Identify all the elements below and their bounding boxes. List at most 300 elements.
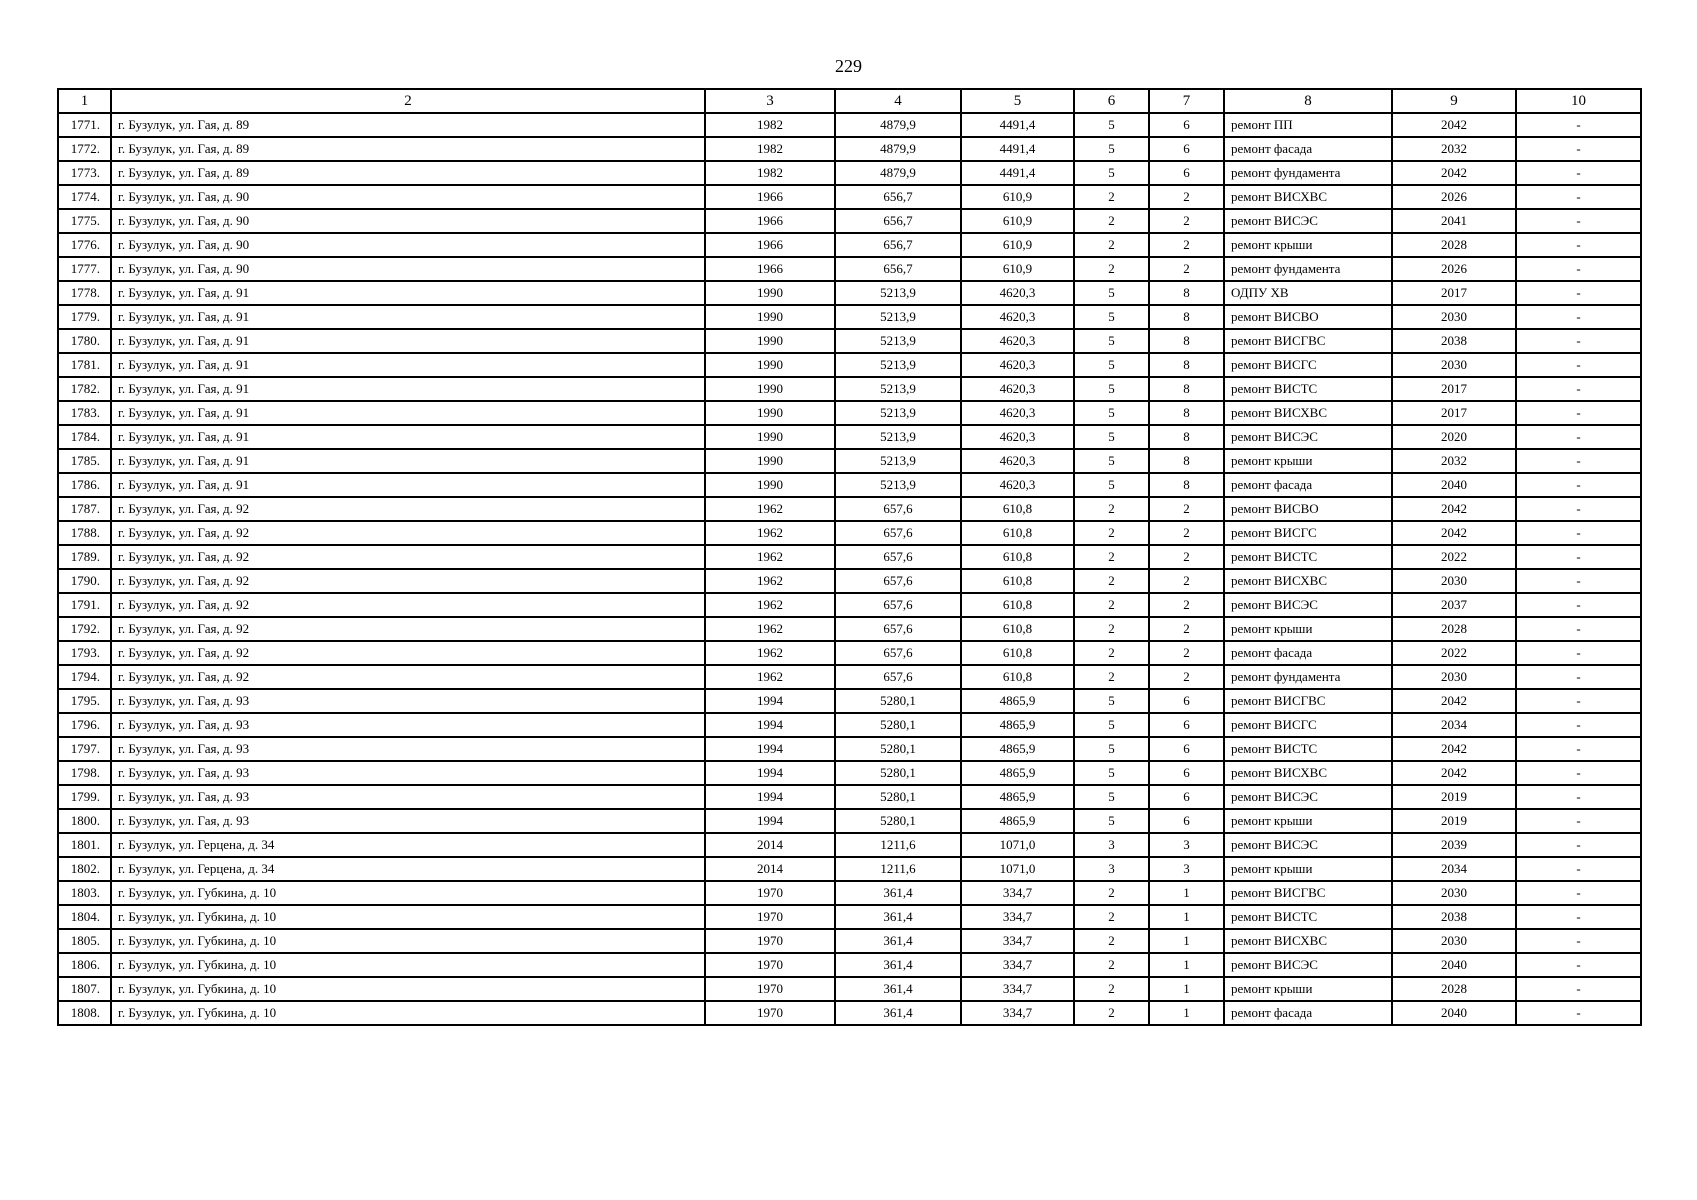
cell-living-area: 4620,3 xyxy=(961,425,1074,449)
cell-build-year: 1962 xyxy=(705,497,835,521)
cell-living-area: 610,9 xyxy=(961,185,1074,209)
cell-planned-year: 2042 xyxy=(1392,689,1516,713)
cell-total-area: 5280,1 xyxy=(835,737,961,761)
cell-row-number: 1774. xyxy=(58,185,111,209)
cell-entrances: 2 xyxy=(1149,521,1224,545)
cell-work-type: ремонт крыши xyxy=(1224,449,1392,473)
cell-build-year: 1970 xyxy=(705,929,835,953)
cell-entrances: 1 xyxy=(1149,953,1224,977)
cell-row-number: 1773. xyxy=(58,161,111,185)
cell-address: г. Бузулук, ул. Герцена, д. 34 xyxy=(111,833,705,857)
cell-address: г. Бузулук, ул. Герцена, д. 34 xyxy=(111,857,705,881)
column-header-7: 7 xyxy=(1149,89,1224,113)
cell-floors: 3 xyxy=(1074,833,1149,857)
cell-floors: 2 xyxy=(1074,953,1149,977)
cell-total-area: 361,4 xyxy=(835,977,961,1001)
cell-note: - xyxy=(1516,881,1641,905)
cell-entrances: 1 xyxy=(1149,977,1224,1001)
table-row xyxy=(58,449,1641,473)
cell-row-number: 1808. xyxy=(58,1001,111,1025)
cell-planned-year: 2020 xyxy=(1392,425,1516,449)
cell-build-year: 1982 xyxy=(705,137,835,161)
cell-planned-year: 2030 xyxy=(1392,881,1516,905)
cell-work-type: ремонт фасада xyxy=(1224,1001,1392,1025)
cell-living-area: 610,8 xyxy=(961,497,1074,521)
cell-build-year: 1962 xyxy=(705,641,835,665)
cell-note: - xyxy=(1516,473,1641,497)
cell-floors: 5 xyxy=(1074,473,1149,497)
table-row xyxy=(58,713,1641,737)
cell-build-year: 1966 xyxy=(705,185,835,209)
cell-row-number: 1777. xyxy=(58,257,111,281)
cell-total-area: 657,6 xyxy=(835,521,961,545)
cell-row-number: 1796. xyxy=(58,713,111,737)
cell-address: г. Бузулук, ул. Гая, д. 91 xyxy=(111,473,705,497)
table-row xyxy=(58,617,1641,641)
cell-address: г. Бузулук, ул. Гая, д. 90 xyxy=(111,185,705,209)
cell-note: - xyxy=(1516,449,1641,473)
cell-address: г. Бузулук, ул. Гая, д. 91 xyxy=(111,305,705,329)
table-row xyxy=(58,953,1641,977)
cell-address: г. Бузулук, ул. Гая, д. 89 xyxy=(111,137,705,161)
cell-entrances: 2 xyxy=(1149,209,1224,233)
register-table xyxy=(57,88,1642,1026)
cell-build-year: 1982 xyxy=(705,113,835,137)
cell-living-area: 610,8 xyxy=(961,593,1074,617)
cell-total-area: 5213,9 xyxy=(835,401,961,425)
table-row xyxy=(58,137,1641,161)
cell-work-type: ремонт ВИСГВС xyxy=(1224,329,1392,353)
cell-living-area: 610,8 xyxy=(961,641,1074,665)
cell-build-year: 1994 xyxy=(705,785,835,809)
cell-planned-year: 2026 xyxy=(1392,257,1516,281)
cell-planned-year: 2030 xyxy=(1392,665,1516,689)
cell-address: г. Бузулук, ул. Гая, д. 90 xyxy=(111,209,705,233)
table-row xyxy=(58,329,1641,353)
cell-row-number: 1779. xyxy=(58,305,111,329)
cell-floors: 5 xyxy=(1074,737,1149,761)
cell-planned-year: 2017 xyxy=(1392,401,1516,425)
cell-build-year: 1990 xyxy=(705,401,835,425)
cell-address: г. Бузулук, ул. Губкина, д. 10 xyxy=(111,1001,705,1025)
cell-row-number: 1791. xyxy=(58,593,111,617)
cell-build-year: 1962 xyxy=(705,569,835,593)
cell-floors: 3 xyxy=(1074,857,1149,881)
table-row xyxy=(58,785,1641,809)
cell-row-number: 1794. xyxy=(58,665,111,689)
cell-planned-year: 2040 xyxy=(1392,473,1516,497)
cell-note: - xyxy=(1516,929,1641,953)
cell-living-area: 4491,4 xyxy=(961,137,1074,161)
cell-entrances: 2 xyxy=(1149,617,1224,641)
cell-planned-year: 2034 xyxy=(1392,713,1516,737)
cell-planned-year: 2032 xyxy=(1392,449,1516,473)
cell-floors: 2 xyxy=(1074,185,1149,209)
cell-entrances: 8 xyxy=(1149,425,1224,449)
column-header-5: 5 xyxy=(961,89,1074,113)
cell-total-area: 361,4 xyxy=(835,953,961,977)
column-header-10: 10 xyxy=(1516,89,1641,113)
cell-living-area: 4865,9 xyxy=(961,809,1074,833)
cell-planned-year: 2026 xyxy=(1392,185,1516,209)
table-row xyxy=(58,113,1641,137)
cell-living-area: 4865,9 xyxy=(961,785,1074,809)
table-row xyxy=(58,761,1641,785)
cell-note: - xyxy=(1516,305,1641,329)
cell-work-type: ремонт ВИСГС xyxy=(1224,353,1392,377)
cell-planned-year: 2022 xyxy=(1392,641,1516,665)
cell-living-area: 610,9 xyxy=(961,233,1074,257)
cell-entrances: 6 xyxy=(1149,161,1224,185)
table-row xyxy=(58,305,1641,329)
cell-note: - xyxy=(1516,857,1641,881)
cell-build-year: 1990 xyxy=(705,377,835,401)
cell-address: г. Бузулук, ул. Гая, д. 92 xyxy=(111,617,705,641)
page-number: 229 xyxy=(835,56,862,76)
cell-living-area: 1071,0 xyxy=(961,833,1074,857)
cell-living-area: 334,7 xyxy=(961,881,1074,905)
cell-work-type: ремонт ВИСХВС xyxy=(1224,401,1392,425)
cell-address: г. Бузулук, ул. Гая, д. 89 xyxy=(111,161,705,185)
table-row xyxy=(58,377,1641,401)
table-row xyxy=(58,809,1641,833)
cell-note: - xyxy=(1516,377,1641,401)
cell-entrances: 2 xyxy=(1149,233,1224,257)
cell-work-type: ремонт ПП xyxy=(1224,113,1392,137)
cell-address: г. Бузулук, ул. Губкина, д. 10 xyxy=(111,977,705,1001)
cell-build-year: 1990 xyxy=(705,353,835,377)
cell-note: - xyxy=(1516,833,1641,857)
cell-floors: 2 xyxy=(1074,617,1149,641)
cell-build-year: 1994 xyxy=(705,737,835,761)
cell-build-year: 1970 xyxy=(705,953,835,977)
cell-living-area: 1071,0 xyxy=(961,857,1074,881)
cell-address: г. Бузулук, ул. Гая, д. 92 xyxy=(111,497,705,521)
cell-floors: 2 xyxy=(1074,521,1149,545)
cell-row-number: 1801. xyxy=(58,833,111,857)
table-row xyxy=(58,833,1641,857)
cell-note: - xyxy=(1516,401,1641,425)
cell-note: - xyxy=(1516,353,1641,377)
cell-note: - xyxy=(1516,665,1641,689)
cell-address: г. Бузулук, ул. Губкина, д. 10 xyxy=(111,905,705,929)
cell-work-type: ремонт крыши xyxy=(1224,233,1392,257)
cell-total-area: 5280,1 xyxy=(835,713,961,737)
cell-note: - xyxy=(1516,257,1641,281)
cell-work-type: ремонт ВИСЭС xyxy=(1224,953,1392,977)
cell-living-area: 610,8 xyxy=(961,665,1074,689)
cell-row-number: 1776. xyxy=(58,233,111,257)
cell-build-year: 1970 xyxy=(705,905,835,929)
cell-planned-year: 2022 xyxy=(1392,545,1516,569)
cell-entrances: 6 xyxy=(1149,113,1224,137)
column-header-1: 1 xyxy=(58,89,111,113)
column-header-8: 8 xyxy=(1224,89,1392,113)
cell-note: - xyxy=(1516,905,1641,929)
cell-row-number: 1787. xyxy=(58,497,111,521)
cell-build-year: 1990 xyxy=(705,449,835,473)
cell-floors: 2 xyxy=(1074,233,1149,257)
cell-living-area: 610,9 xyxy=(961,257,1074,281)
cell-total-area: 1211,6 xyxy=(835,857,961,881)
cell-total-area: 657,6 xyxy=(835,665,961,689)
column-header-4: 4 xyxy=(835,89,961,113)
cell-planned-year: 2030 xyxy=(1392,569,1516,593)
table-row xyxy=(58,185,1641,209)
cell-total-area: 361,4 xyxy=(835,905,961,929)
table-row xyxy=(58,641,1641,665)
cell-floors: 2 xyxy=(1074,905,1149,929)
cell-row-number: 1783. xyxy=(58,401,111,425)
cell-build-year: 1962 xyxy=(705,665,835,689)
column-header-3: 3 xyxy=(705,89,835,113)
table-row xyxy=(58,929,1641,953)
cell-floors: 5 xyxy=(1074,137,1149,161)
cell-floors: 2 xyxy=(1074,1001,1149,1025)
cell-floors: 5 xyxy=(1074,281,1149,305)
cell-row-number: 1772. xyxy=(58,137,111,161)
cell-total-area: 5213,9 xyxy=(835,281,961,305)
cell-row-number: 1800. xyxy=(58,809,111,833)
cell-entrances: 6 xyxy=(1149,137,1224,161)
cell-row-number: 1788. xyxy=(58,521,111,545)
cell-entrances: 6 xyxy=(1149,809,1224,833)
cell-entrances: 8 xyxy=(1149,305,1224,329)
table-row xyxy=(58,233,1641,257)
cell-address: г. Бузулук, ул. Гая, д. 93 xyxy=(111,761,705,785)
cell-row-number: 1804. xyxy=(58,905,111,929)
cell-planned-year: 2030 xyxy=(1392,929,1516,953)
cell-entrances: 2 xyxy=(1149,641,1224,665)
cell-build-year: 1962 xyxy=(705,521,835,545)
cell-note: - xyxy=(1516,593,1641,617)
cell-row-number: 1789. xyxy=(58,545,111,569)
cell-living-area: 610,8 xyxy=(961,521,1074,545)
cell-total-area: 5213,9 xyxy=(835,329,961,353)
cell-row-number: 1798. xyxy=(58,761,111,785)
cell-row-number: 1805. xyxy=(58,929,111,953)
cell-address: г. Бузулук, ул. Гая, д. 92 xyxy=(111,641,705,665)
cell-work-type: ремонт ВИСГС xyxy=(1224,713,1392,737)
cell-living-area: 334,7 xyxy=(961,1001,1074,1025)
cell-planned-year: 2039 xyxy=(1392,833,1516,857)
cell-total-area: 657,6 xyxy=(835,593,961,617)
cell-work-type: ремонт ВИСЭС xyxy=(1224,425,1392,449)
cell-planned-year: 2037 xyxy=(1392,593,1516,617)
cell-living-area: 4620,3 xyxy=(961,281,1074,305)
cell-total-area: 656,7 xyxy=(835,185,961,209)
cell-entrances: 2 xyxy=(1149,665,1224,689)
cell-planned-year: 2019 xyxy=(1392,809,1516,833)
cell-build-year: 1990 xyxy=(705,425,835,449)
table-row xyxy=(58,425,1641,449)
table-row xyxy=(58,977,1641,1001)
table-row xyxy=(58,737,1641,761)
cell-address: г. Бузулук, ул. Гая, д. 93 xyxy=(111,785,705,809)
cell-note: - xyxy=(1516,761,1641,785)
cell-row-number: 1807. xyxy=(58,977,111,1001)
cell-note: - xyxy=(1516,209,1641,233)
cell-row-number: 1799. xyxy=(58,785,111,809)
cell-floors: 2 xyxy=(1074,209,1149,233)
table-row xyxy=(58,401,1641,425)
cell-entrances: 3 xyxy=(1149,857,1224,881)
cell-total-area: 657,6 xyxy=(835,641,961,665)
cell-entrances: 6 xyxy=(1149,761,1224,785)
cell-living-area: 610,8 xyxy=(961,545,1074,569)
table-row xyxy=(58,881,1641,905)
cell-floors: 2 xyxy=(1074,881,1149,905)
cell-work-type: ремонт фасада xyxy=(1224,473,1392,497)
cell-living-area: 4865,9 xyxy=(961,737,1074,761)
cell-floors: 5 xyxy=(1074,353,1149,377)
cell-row-number: 1784. xyxy=(58,425,111,449)
cell-living-area: 4620,3 xyxy=(961,305,1074,329)
cell-note: - xyxy=(1516,185,1641,209)
cell-entrances: 1 xyxy=(1149,929,1224,953)
cell-address: г. Бузулук, ул. Гая, д. 93 xyxy=(111,713,705,737)
cell-address: г. Бузулук, ул. Гая, д. 93 xyxy=(111,689,705,713)
table-row xyxy=(58,497,1641,521)
cell-total-area: 656,7 xyxy=(835,233,961,257)
table-row xyxy=(58,569,1641,593)
cell-floors: 5 xyxy=(1074,305,1149,329)
cell-note: - xyxy=(1516,281,1641,305)
cell-planned-year: 2042 xyxy=(1392,161,1516,185)
cell-total-area: 4879,9 xyxy=(835,137,961,161)
cell-living-area: 4620,3 xyxy=(961,449,1074,473)
cell-planned-year: 2042 xyxy=(1392,497,1516,521)
table-row xyxy=(58,857,1641,881)
cell-row-number: 1793. xyxy=(58,641,111,665)
cell-total-area: 1211,6 xyxy=(835,833,961,857)
cell-address: г. Бузулук, ул. Гая, д. 91 xyxy=(111,377,705,401)
cell-living-area: 4865,9 xyxy=(961,761,1074,785)
cell-total-area: 657,6 xyxy=(835,497,961,521)
cell-work-type: ремонт ВИСГВС xyxy=(1224,881,1392,905)
cell-row-number: 1771. xyxy=(58,113,111,137)
cell-row-number: 1792. xyxy=(58,617,111,641)
cell-entrances: 6 xyxy=(1149,689,1224,713)
cell-work-type: ремонт ВИСВО xyxy=(1224,497,1392,521)
cell-floors: 5 xyxy=(1074,809,1149,833)
cell-entrances: 2 xyxy=(1149,257,1224,281)
cell-living-area: 4865,9 xyxy=(961,713,1074,737)
cell-entrances: 1 xyxy=(1149,1001,1224,1025)
cell-entrances: 8 xyxy=(1149,353,1224,377)
cell-note: - xyxy=(1516,641,1641,665)
cell-build-year: 1994 xyxy=(705,689,835,713)
cell-build-year: 1994 xyxy=(705,761,835,785)
table-body xyxy=(58,113,1641,1025)
cell-planned-year: 2038 xyxy=(1392,329,1516,353)
cell-address: г. Бузулук, ул. Гая, д. 91 xyxy=(111,329,705,353)
cell-living-area: 4620,3 xyxy=(961,329,1074,353)
cell-floors: 5 xyxy=(1074,425,1149,449)
cell-row-number: 1782. xyxy=(58,377,111,401)
cell-work-type: ремонт ВИСВО xyxy=(1224,305,1392,329)
cell-build-year: 1962 xyxy=(705,545,835,569)
cell-note: - xyxy=(1516,545,1641,569)
cell-note: - xyxy=(1516,1001,1641,1025)
table-row xyxy=(58,521,1641,545)
cell-note: - xyxy=(1516,809,1641,833)
cell-note: - xyxy=(1516,713,1641,737)
cell-living-area: 4620,3 xyxy=(961,473,1074,497)
cell-note: - xyxy=(1516,329,1641,353)
cell-work-type: ремонт фасада xyxy=(1224,137,1392,161)
cell-floors: 2 xyxy=(1074,569,1149,593)
table-row xyxy=(58,281,1641,305)
cell-build-year: 1966 xyxy=(705,233,835,257)
cell-work-type: ремонт ВИСЭС xyxy=(1224,593,1392,617)
cell-planned-year: 2034 xyxy=(1392,857,1516,881)
cell-build-year: 1990 xyxy=(705,473,835,497)
cell-living-area: 610,9 xyxy=(961,209,1074,233)
cell-work-type: ОДПУ ХВ xyxy=(1224,281,1392,305)
cell-build-year: 1990 xyxy=(705,281,835,305)
cell-floors: 5 xyxy=(1074,329,1149,353)
cell-planned-year: 2038 xyxy=(1392,905,1516,929)
cell-address: г. Бузулук, ул. Гая, д. 92 xyxy=(111,521,705,545)
cell-entrances: 6 xyxy=(1149,785,1224,809)
cell-planned-year: 2017 xyxy=(1392,281,1516,305)
cell-total-area: 5213,9 xyxy=(835,305,961,329)
cell-note: - xyxy=(1516,977,1641,1001)
cell-entrances: 1 xyxy=(1149,881,1224,905)
cell-build-year: 1970 xyxy=(705,881,835,905)
cell-planned-year: 2042 xyxy=(1392,737,1516,761)
cell-work-type: ремонт ВИСХВС xyxy=(1224,569,1392,593)
cell-total-area: 361,4 xyxy=(835,1001,961,1025)
cell-entrances: 8 xyxy=(1149,281,1224,305)
table-header-row xyxy=(58,89,1641,113)
cell-build-year: 1970 xyxy=(705,977,835,1001)
cell-entrances: 3 xyxy=(1149,833,1224,857)
cell-living-area: 4620,3 xyxy=(961,377,1074,401)
cell-note: - xyxy=(1516,953,1641,977)
cell-total-area: 5213,9 xyxy=(835,449,961,473)
cell-living-area: 4620,3 xyxy=(961,353,1074,377)
cell-floors: 5 xyxy=(1074,449,1149,473)
cell-address: г. Бузулук, ул. Губкина, д. 10 xyxy=(111,929,705,953)
cell-entrances: 2 xyxy=(1149,593,1224,617)
cell-work-type: ремонт ВИСГС xyxy=(1224,521,1392,545)
cell-address: г. Бузулук, ул. Гая, д. 92 xyxy=(111,665,705,689)
cell-note: - xyxy=(1516,737,1641,761)
table-row xyxy=(58,593,1641,617)
cell-entrances: 2 xyxy=(1149,569,1224,593)
cell-floors: 2 xyxy=(1074,257,1149,281)
cell-row-number: 1795. xyxy=(58,689,111,713)
cell-note: - xyxy=(1516,425,1641,449)
column-header-2: 2 xyxy=(111,89,705,113)
cell-build-year: 1962 xyxy=(705,617,835,641)
cell-floors: 5 xyxy=(1074,689,1149,713)
cell-entrances: 8 xyxy=(1149,473,1224,497)
cell-floors: 2 xyxy=(1074,497,1149,521)
cell-floors: 2 xyxy=(1074,641,1149,665)
cell-work-type: ремонт ВИСТС xyxy=(1224,377,1392,401)
cell-floors: 5 xyxy=(1074,401,1149,425)
cell-floors: 2 xyxy=(1074,977,1149,1001)
cell-note: - xyxy=(1516,521,1641,545)
cell-living-area: 4865,9 xyxy=(961,689,1074,713)
cell-address: г. Бузулук, ул. Губкина, д. 10 xyxy=(111,881,705,905)
cell-note: - xyxy=(1516,689,1641,713)
cell-entrances: 8 xyxy=(1149,401,1224,425)
cell-entrances: 1 xyxy=(1149,905,1224,929)
